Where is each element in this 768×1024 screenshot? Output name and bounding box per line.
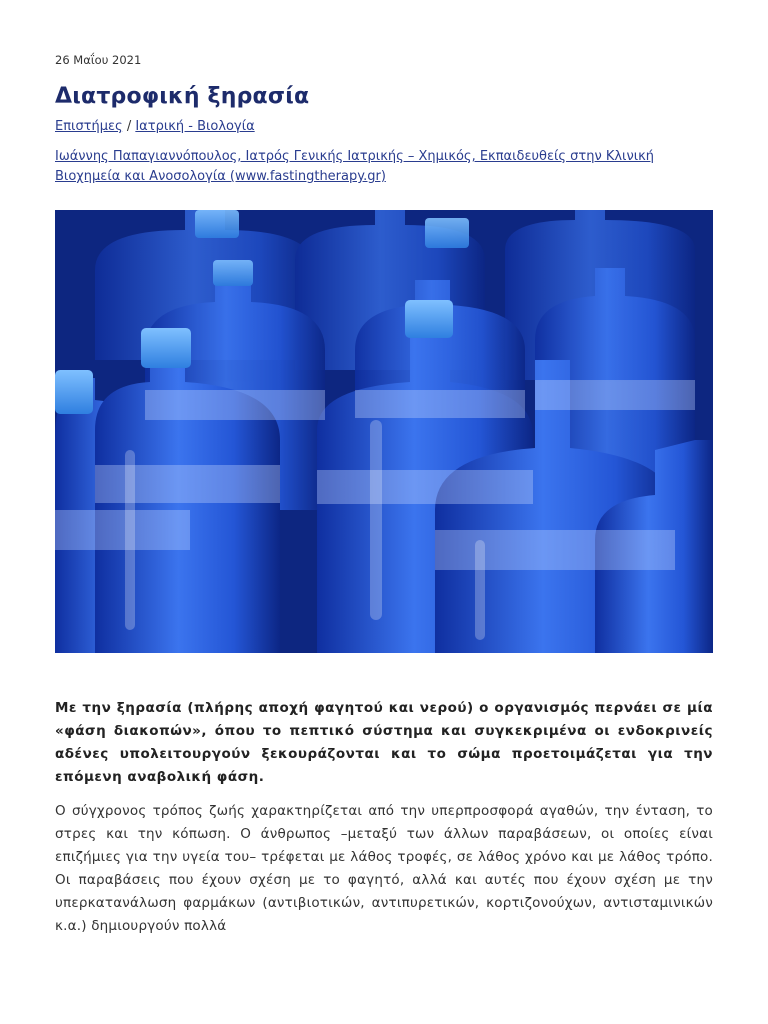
article-body: Ο σύγχρονος τρόπος ζωής χαρακτηρίζεται από την υπερπροσφορά αγαθών, την ένταση, το στρες και την κόπωση. Ο άνθρωπος –μεταξύ των άλλων παραβάσεων, οι οποίες είναι επιζήμιες για την υγεία του– τρέφεται με λάθος τροφές, σε λάθος χρόνο και με λάθος τρόπο. Οι παραβάσεις που έχουν σχέση με το φαγητό, αλλά και αυτές που έχουν σχέση με την υπερκατανάλωση φαρμάκων (αντιβιοτικών, αντιπυρετικών, κορτιζονούχων, αντισταμινικών κ.α.) δημιουργούν πολλά [55,803,713,934]
article-title: Διατροφική ξηρασία [55,84,310,109]
category-link-sciences[interactable]: Επιστήμες [55,119,123,134]
bottles-illustration [55,210,713,653]
category-separator: / [122,119,136,134]
category-link-medicine-biology[interactable]: Ιατρική - Βιολογία [135,119,255,134]
article-date: 26 Μαΐου 2021 [55,53,142,67]
author-link[interactable]: Ιωάννης Παπαγιαννόπουλος, Ιατρός Γενικής Ιατρικής – Χημικός, Εκπαιδευθείς στην Κλινική Βιοχημεία και Ανοσολογία (www.fastingtherapy.gr) [55,149,655,184]
author-byline [55,147,715,187]
article-lead: Με την ξηρασία (πλήρης αποχή φαγητού και νερού) ο οργανισμός περνάει σε μία «φάση διακοπών», όπου το πεπτικό σύστημα και συγκεκριμένα οι ενδοκρινείς αδένες υπολειτουργούν ξεκουράζονται και το σώμα προετοιμάζεται για την επόμενη αναβολική φάση. [55,700,713,785]
category-breadcrumb [55,119,255,134]
water-bottles-image [55,210,713,653]
